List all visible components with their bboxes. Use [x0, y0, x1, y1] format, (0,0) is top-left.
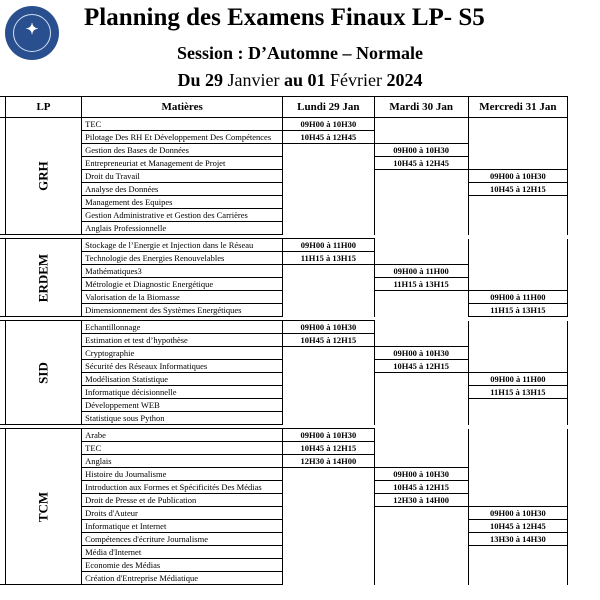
table-row [0, 144, 568, 157]
table-row [0, 412, 568, 425]
mardi-time-slot [374, 334, 468, 347]
mardi-time-slot [374, 507, 468, 520]
table-row [0, 533, 568, 546]
lundi-time-slot: 10H45 à 12H45 [283, 131, 374, 144]
lundi-time-slot: 12H30 à 14H00 [283, 455, 374, 468]
subject-cell: Estimation et test d’hypothèse [82, 334, 283, 347]
subject-cell: Informatique décisionnelle [82, 386, 283, 399]
mercredi-time-slot [468, 399, 567, 412]
mercredi-time-slot [468, 334, 567, 347]
mercredi-time-slot: 11H15 à 13H15 [468, 386, 567, 399]
mercredi-time-slot [468, 442, 567, 455]
lundi-time-slot [283, 572, 374, 585]
table-row [0, 494, 568, 507]
subject-cell: Technologie des Energies Renouvelables [82, 252, 283, 265]
lundi-time-slot [283, 386, 374, 399]
mardi-time-slot [374, 572, 468, 585]
subject-cell: Stockage de l’Energie et Injection dans le Réseau [82, 239, 283, 252]
mardi-time-slot [374, 131, 468, 144]
lundi-time-slot [283, 399, 374, 412]
mardi-time-slot [374, 252, 468, 265]
subject-cell: Développement WEB [82, 399, 283, 412]
subject-cell: Introduction aux Formes et Spécificités Des Médias [82, 481, 283, 494]
lundi-time-slot: 09H00 à 11H00 [283, 239, 374, 252]
subject-cell: Valorisation de la Biomasse [82, 291, 283, 304]
table-row [0, 334, 568, 347]
mercredi-time-slot [468, 559, 567, 572]
lundi-time-slot [283, 494, 374, 507]
mardi-time-slot: 10H45 à 12H15 [374, 481, 468, 494]
lundi-time-slot [283, 278, 374, 291]
lundi-time-slot [283, 360, 374, 373]
header-lp: LP [5, 97, 81, 118]
subject-cell: Métrologie et Diagnostic Energétique [82, 278, 283, 291]
lundi-time-slot [283, 196, 374, 209]
subject-cell: Gestion Administrative et Gestion des Carrières [82, 209, 283, 222]
mercredi-time-slot: 09H00 à 10H30 [468, 507, 567, 520]
exam-schedule-table [0, 96, 568, 585]
table-row [0, 170, 568, 183]
mercredi-time-slot: 10H45 à 12H45 [468, 520, 567, 533]
mardi-time-slot [374, 399, 468, 412]
table-row [0, 118, 568, 131]
mardi-time-slot [374, 196, 468, 209]
mardi-time-slot: 09H00 à 10H30 [374, 347, 468, 360]
mardi-time-slot: 11H15 à 13H15 [374, 278, 468, 291]
lundi-time-slot [283, 520, 374, 533]
mercredi-time-slot [468, 265, 567, 278]
lundi-time-slot: 10H45 à 12H15 [283, 334, 374, 347]
header-lundi: Lundi 29 Jan [283, 97, 374, 118]
mercredi-time-slot [468, 321, 567, 334]
table-header-row [0, 97, 568, 118]
lundi-time-slot [283, 546, 374, 559]
mercredi-time-slot [468, 481, 567, 494]
mardi-time-slot: 10H45 à 12H45 [374, 157, 468, 170]
lp-group-name: GRH [35, 161, 51, 191]
subject-cell: Statistique sous Python [82, 412, 283, 425]
mercredi-time-slot [468, 347, 567, 360]
mercredi-time-slot [468, 252, 567, 265]
subject-cell: TEC [82, 442, 283, 455]
mardi-time-slot: 09H00 à 10H30 [374, 468, 468, 481]
mercredi-time-slot: 13H30 à 14H30 [468, 533, 567, 546]
table-row [0, 520, 568, 533]
lundi-time-slot: 09H00 à 10H30 [283, 429, 374, 442]
session-subtitle: Session : D’Automne – Normale [177, 43, 423, 63]
subject-cell: Anglais Professionnelle [82, 222, 283, 235]
mardi-time-slot [374, 546, 468, 559]
table-row [0, 546, 568, 559]
lundi-time-slot [283, 222, 374, 235]
table-row [0, 278, 568, 291]
lp-group-name: SID [35, 361, 51, 384]
table-row [0, 559, 568, 572]
subject-cell: Sécurité des Réseaux Informatiques [82, 360, 283, 373]
lundi-time-slot [283, 209, 374, 222]
mardi-time-slot [374, 455, 468, 468]
mardi-time-slot [374, 222, 468, 235]
table-row [0, 572, 568, 585]
lundi-time-slot: 11H15 à 13H15 [283, 252, 374, 265]
lundi-time-slot [283, 347, 374, 360]
mercredi-time-slot [468, 429, 567, 442]
subject-cell: Mathématiques3 [82, 265, 283, 278]
mardi-time-slot [374, 239, 468, 252]
subject-cell: Droits d'Auteur [82, 507, 283, 520]
mardi-time-slot [374, 429, 468, 442]
mardi-time-slot [374, 183, 468, 196]
subject-cell: Arabe [82, 429, 283, 442]
table-row [0, 455, 568, 468]
mercredi-time-slot [468, 131, 567, 144]
table-row [0, 481, 568, 494]
lundi-time-slot [283, 481, 374, 494]
mardi-time-slot [374, 386, 468, 399]
mardi-time-slot: 10H45 à 12H15 [374, 360, 468, 373]
mardi-time-slot: 09H00 à 10H30 [374, 144, 468, 157]
table-row [0, 131, 568, 144]
mercredi-time-slot [468, 278, 567, 291]
subject-cell: Cryptographie [82, 347, 283, 360]
lundi-time-slot [283, 412, 374, 425]
mercredi-time-slot: 09H00 à 11H00 [468, 373, 567, 386]
mercredi-time-slot [468, 546, 567, 559]
table-row [0, 507, 568, 520]
lundi-time-slot [283, 183, 374, 196]
lp-group-cell [5, 429, 81, 585]
mercredi-time-slot [468, 360, 567, 373]
mardi-time-slot [374, 321, 468, 334]
table-row [0, 468, 568, 481]
mardi-time-slot [374, 559, 468, 572]
lundi-time-slot [283, 373, 374, 386]
table-row [0, 304, 568, 317]
table-row [0, 321, 568, 334]
page-title: Planning des Examens Finaux LP- S5 [84, 4, 485, 31]
mercredi-time-slot [468, 144, 567, 157]
lundi-time-slot [283, 144, 374, 157]
lundi-time-slot: 09H00 à 10H30 [283, 118, 374, 131]
subject-cell: TEC [82, 118, 283, 131]
table-row [0, 373, 568, 386]
lundi-time-slot [283, 157, 374, 170]
mercredi-time-slot [468, 209, 567, 222]
mercredi-time-slot: 11H15 à 13H15 [468, 304, 567, 317]
table-row [0, 265, 568, 278]
table-row [0, 442, 568, 455]
mardi-time-slot [374, 442, 468, 455]
lundi-time-slot: 10H45 à 12H15 [283, 442, 374, 455]
table-row [0, 399, 568, 412]
lundi-time-slot [283, 507, 374, 520]
lundi-time-slot [283, 265, 374, 278]
logo-emblem-icon: ✦ [25, 22, 39, 38]
subject-cell: Informatique et Internet [82, 520, 283, 533]
table-row [0, 347, 568, 360]
lundi-time-slot [283, 304, 374, 317]
subject-cell: Dimensionnement des Systèmes Energétiques [82, 304, 283, 317]
subject-cell: Droit du Travail [82, 170, 283, 183]
lp-group-cell [5, 118, 81, 235]
table-row [0, 291, 568, 304]
mercredi-time-slot [468, 196, 567, 209]
mardi-time-slot: 09H00 à 11H00 [374, 265, 468, 278]
subject-cell: Gestion des Bases de Données [82, 144, 283, 157]
header-mercredi: Mercredi 31 Jan [468, 97, 567, 118]
lp-group-cell [5, 321, 81, 425]
mercredi-time-slot [468, 118, 567, 131]
mercredi-time-slot: 09H00 à 11H00 [468, 291, 567, 304]
table-row [0, 429, 568, 442]
mercredi-time-slot [468, 222, 567, 235]
mercredi-time-slot [468, 412, 567, 425]
mardi-time-slot: 12H30 à 14H00 [374, 494, 468, 507]
date-range: Du 29 Janvier au 01 Février 2024 [177, 70, 423, 90]
lundi-time-slot [283, 533, 374, 546]
subject-cell: Droit de Presse et de Publication [82, 494, 283, 507]
subject-cell: Analyse des Données [82, 183, 283, 196]
header-mardi: Mardi 30 Jan [374, 97, 468, 118]
lundi-time-slot [283, 468, 374, 481]
subject-cell: Histoire du Journalisme [82, 468, 283, 481]
mardi-time-slot [374, 533, 468, 546]
table-row [0, 386, 568, 399]
mercredi-time-slot [468, 157, 567, 170]
mercredi-time-slot [468, 468, 567, 481]
table-row [0, 183, 568, 196]
subject-cell: Echantillonnage [82, 321, 283, 334]
mercredi-time-slot: 09H00 à 10H30 [468, 170, 567, 183]
lp-group-name: TCM [35, 491, 51, 522]
mercredi-time-slot [468, 494, 567, 507]
mardi-time-slot [374, 118, 468, 131]
table-row [0, 222, 568, 235]
subject-cell: Compétences d'écriture Journalisme [82, 533, 283, 546]
table-row [0, 196, 568, 209]
table-row [0, 157, 568, 170]
subject-cell: Média d'Internet [82, 546, 283, 559]
table-row [0, 209, 568, 222]
lp-group-name: ERDEM [35, 253, 51, 302]
mardi-time-slot [374, 373, 468, 386]
mardi-time-slot [374, 170, 468, 183]
mardi-time-slot [374, 520, 468, 533]
subject-cell: Economie des Médias [82, 559, 283, 572]
lundi-time-slot [283, 291, 374, 304]
table-row [0, 239, 568, 252]
mercredi-time-slot [468, 239, 567, 252]
mercredi-time-slot [468, 572, 567, 585]
table-row [0, 252, 568, 265]
mardi-time-slot [374, 304, 468, 317]
mercredi-time-slot [468, 455, 567, 468]
subject-cell: Entrepreneuriat et Management de Projet [82, 157, 283, 170]
header-matieres: Matières [82, 97, 283, 118]
subject-cell: Modélisation Statistique [82, 373, 283, 386]
mardi-time-slot [374, 291, 468, 304]
subject-cell: Pilotage Des RH Et Développement Des Compétences [82, 131, 283, 144]
lundi-time-slot [283, 170, 374, 183]
mardi-time-slot [374, 209, 468, 222]
subject-cell: Anglais [82, 455, 283, 468]
lundi-time-slot: 09H00 à 10H30 [283, 321, 374, 334]
table-row [0, 360, 568, 373]
subject-cell: Création d'Entreprise Médiatique [82, 572, 283, 585]
mercredi-time-slot: 10H45 à 12H15 [468, 183, 567, 196]
lundi-time-slot [283, 559, 374, 572]
lp-group-cell [5, 239, 81, 317]
subject-cell: Management des Equipes [82, 196, 283, 209]
mardi-time-slot [374, 412, 468, 425]
